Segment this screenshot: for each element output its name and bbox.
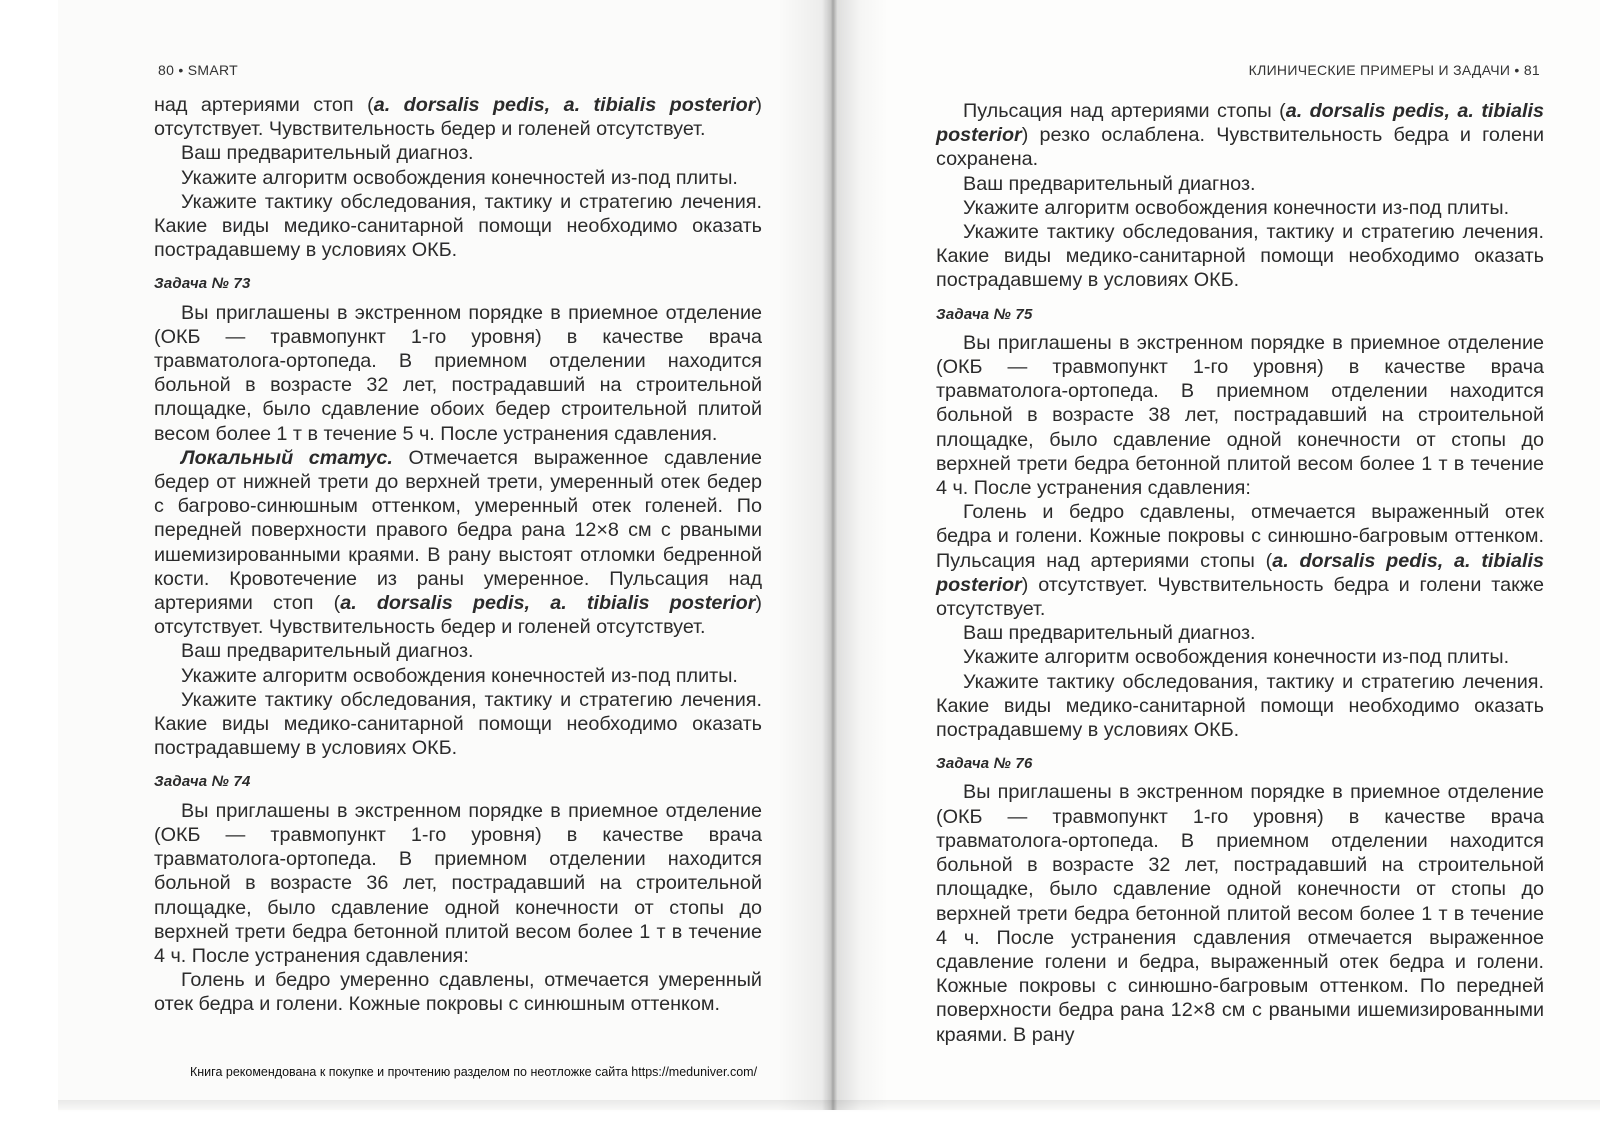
task-74-paragraph-2: Голень и бедро умеренно сдавлены, отмечается умеренный отек бедра и голени. Кожные покровы с синюшным оттенком. xyxy=(154,969,762,1016)
right-page-body xyxy=(936,99,1544,1047)
task-75-title: Задача № 75 xyxy=(936,305,1033,323)
latin-arteries: a. dorsalis pedis, a. tibialis posterior xyxy=(373,94,756,116)
question-tactics: Укажите тактику обследования, тактику и стратегию лечения. Какие виды медико-санитарной помощи необходимо оказать пострадавшему в условиях ОКБ. xyxy=(936,221,1544,292)
task-75-question-algorithm: Укажите алгоритм освобождения конечности из-под плиты. xyxy=(963,646,1510,669)
task-76-paragraph-1: Вы приглашены в экстренном порядке в приемное отделение (ОКБ — травмопункт 1-го уровня) в качестве врача травматолога-ортопеда. В приемном отделении находится больной в возрасте 32 лет, пострадавший на строительной площадке, было сдавление одной конечности от стопы до верхней трети бедра бетонной плитой весом более 1 т в течение 4 ч. После устранения сдавления отмечается выраженное сдавление голени и бедра, выраженный отек бедра и голени. Кожные покровы с синюшно-багровым оттенком. По передней поверхности бедра рана 12×8 см с рваными ишемизированными краями. В рану xyxy=(936,781,1544,1046)
left-intro-text-a: над артериями стоп ( xyxy=(154,94,374,116)
task-74-title: Задача № 74 xyxy=(154,773,251,791)
task-73-paragraph-2 xyxy=(154,446,762,640)
question-diagnosis: Ваш предварительный диагноз. xyxy=(963,172,1256,195)
question-algorithm: Укажите алгоритм освобождения конечности из-под плиты. xyxy=(963,196,1510,219)
task-75-question-tactics: Укажите тактику обследования, тактику и стратегию лечения. Какие виды медико-санитарной помощи необходимо оказать пострадавшему в условиях ОКБ. xyxy=(936,670,1544,742)
task-75-question-diagnosis: Ваш предварительный диагноз. xyxy=(963,622,1256,645)
book-spread xyxy=(58,0,1600,1110)
left-intro-text-b: ) отсутствует. Чувствительность бедер и голеней отсутствует. xyxy=(154,94,762,141)
page-bottom-shadow xyxy=(58,1100,1600,1112)
question-algorithm: Укажите алгоритм освобождения конечностей из-под плиты. xyxy=(181,166,738,189)
latin-arteries: a. dorsalis pedis, a. tibialis posterior xyxy=(936,549,1544,596)
task-73-question-algorithm: Укажите алгоритм освобождения конечностей из-под плиты. xyxy=(181,664,738,687)
left-page-header: 80 • SMART xyxy=(158,62,238,78)
task-73-status-end: ) отсутствует. Чувствительность бедер и голеней отсутствует. xyxy=(154,592,763,639)
task-76-title: Задача № 76 xyxy=(936,755,1033,773)
right-intro-text-a: Пульсация над артериями стопы ( xyxy=(963,100,1286,122)
latin-arteries: a. dorsalis pedis, a. tibialis posterior xyxy=(936,100,1544,147)
left-page xyxy=(58,0,826,1110)
task-73-title: Задача № 73 xyxy=(154,275,251,293)
right-intro-text-b: ) резко ослаблена. Чувствительность бедра и голени сохранена. xyxy=(936,124,1544,171)
latin-arteries: a. dorsalis pedis, a. tibialis posterior xyxy=(340,592,756,615)
task-73-question-tactics: Укажите тактику обследования, тактику и стратегию лечения. Какие виды медико-санитарной помощи необходимо оказать пострадавшему в условиях ОКБ. xyxy=(154,688,762,760)
task-73-question-diagnosis: Ваш предварительный диагноз. xyxy=(181,640,474,663)
task-75-text: Голень и бедро сдавлены, отмечается выраженный отек бедра и голени. Кожные покровы с синюшно-багровым оттенком. Пульсация над артериями стопы ( xyxy=(936,501,1544,572)
right-intro-paragraph xyxy=(936,99,1544,172)
task-73-paragraph-1: Вы приглашены в экстренном порядке в приемное отделение (ОКБ — травмопункт 1-го уровня) в качестве врача травматолога-ортопеда. В приемном отделении находится больной в возрасте 32 лет, пострадавший на строительной площадке, было сдавление обоих бедер строительной плитой весом более 1 т в течение 5 ч. После устранения сдавления. xyxy=(154,301,762,445)
task-75-text-end: ) отсутствует. Чувствительность бедра и голени также отсутствует. xyxy=(936,573,1544,621)
task-75-paragraph-1: Вы приглашены в экстренном порядке в приемное отделение (ОКБ — травмопункт 1-го уровня) в качестве врача травматолога-ортопеда. В приемном отделении находится больной в возрасте 38 лет, пострадавший на строительной площадке, было сдавление одной конечности от стопы до верхней трети бедра бетонной плитой весом более 1 т в течение 4 ч. После устранения сдавления: xyxy=(936,331,1544,500)
right-page-header: КЛИНИЧЕСКИЕ ПРИМЕРЫ И ЗАДАЧИ • 81 xyxy=(1248,62,1540,78)
task-73-status-text: Отмечается выраженное сдавление бедер от нижней трети до верхней трети, умеренный отек бедер с багрово-синюшным оттенком, умеренный отек голеней. По передней поверхности правого бедра рана 12×8 см с рваными ишемизированными краями. В рану выстоят отломки бедренной кости. Кровотечение из раны умеренное. Пульсация над артериями стоп ( xyxy=(154,446,762,615)
footer-note: Книга рекомендована к покупке и прочтению разделом по неотложке сайта https://meduniver.com/ xyxy=(190,1065,758,1079)
task-74-paragraph-1: Вы приглашены в экстренном порядке в приемное отделение (ОКБ — травмопункт 1-го уровня) в качестве врача травматолога-ортопеда. В приемном отделении находится больной в возрасте 36 лет, пострадавший на строительной площадке, было сдавление одной конечности от стопы до верхней трети бедра бетонной плитой весом более 1 т в течение 4 ч. После устранения сдавления: xyxy=(154,799,762,967)
left-intro-paragraph xyxy=(154,93,762,141)
local-status-label: Локальный статус. xyxy=(181,446,393,469)
question-diagnosis: Ваш предварительный диагноз. xyxy=(181,142,474,165)
question-tactics: Укажите тактику обследования, тактику и стратегию лечения. Какие виды медико-санитарной помощи необходимо оказать пострадавшему в условиях ОКБ. xyxy=(154,190,762,262)
left-page-body xyxy=(154,93,762,1017)
right-page xyxy=(826,0,1600,1110)
task-75-paragraph-2 xyxy=(936,500,1544,621)
